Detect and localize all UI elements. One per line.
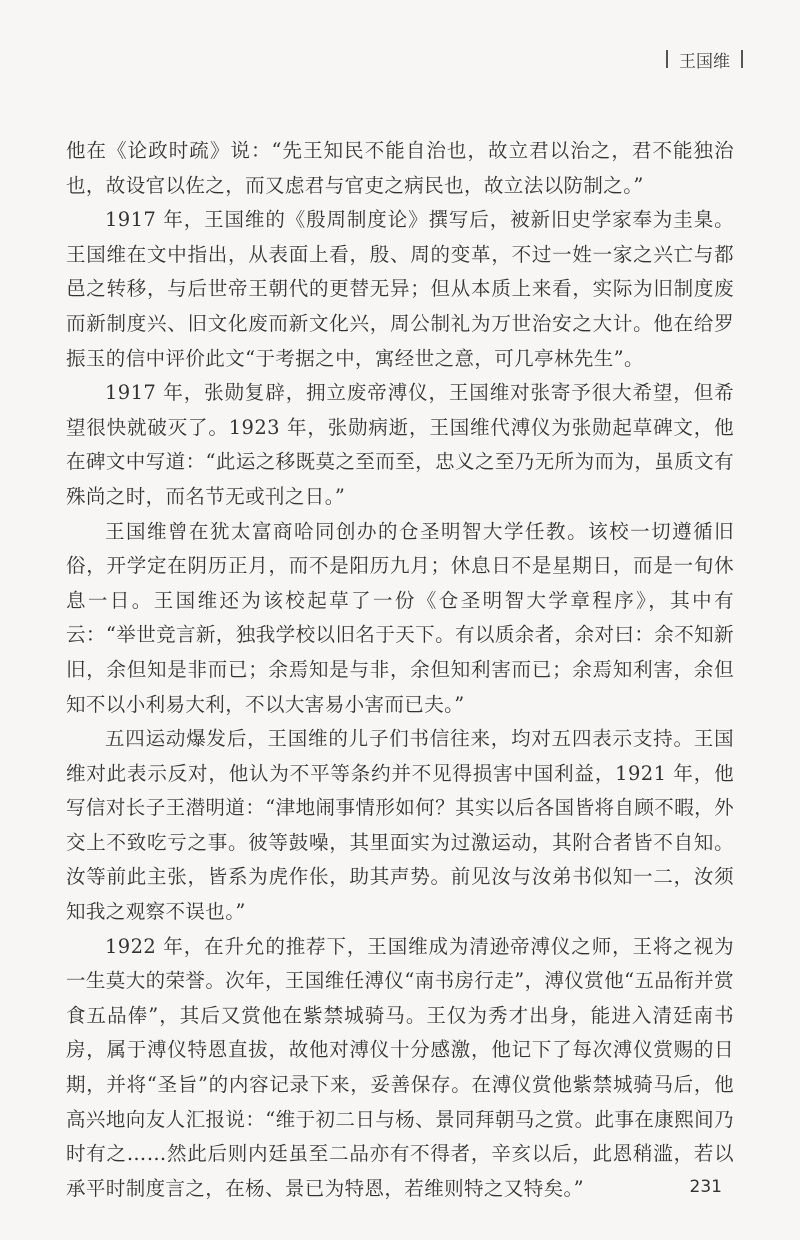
- paragraph: 1922 年，在升允的推荐下，王国维成为清逊帝溥仪之师，王将之视为一生莫大的荣誉。次年，王国维任溥仪“南书房行走”，溥仪赏他“五品衔并赏食五品俸”，其后又赏他在紫禁城骑马。王仅为秀才出身，能进入清廷南书房，属于溥仪特恩直拔，故他对溥仪十分感激，他记下了每次溥仪赏赐的日期，并将“圣旨”的内容记录下来，妥善保存。在溥仪赏他紫禁城骑马后，他高兴地向友人汇报说：“维于初二日与杨、景同拜朝马之赏。此事在康熙间乃时有之……然此后则内廷虽至二品亦有不得者，辛亥以后，此恩稍滥，若以承平时制度言之，在杨、景已为特恩，若维则特之又特矣。”: [66, 934, 734, 1200]
- header-right-rule: [741, 50, 743, 68]
- paragraph: 1917 年，张勋复辟，拥立废帝溥仪，王国维对张寄予很大希望，但希望很快就破灭了。1923 年，张勋病逝，王国维代溥仪为张勋起草碑文，他在碑文中写道：“此运之移既莫之至而至，忠义之至乃无所为而为，虽质文有殊尚之时，而名节无或刊之日。”: [66, 381, 734, 508]
- paragraph: 1917 年，王国维的《殷周制度论》撰写后，被新旧史学家奉为圭臬。王国维在文中指出，从表面上看，殷、周的变革，不过一姓一家之兴亡与都邑之转移，与后世帝王朝代的更替无异；但从本质上来看，实际为旧制度废而新制度兴、旧文化废而新文化兴，周公制礼为万世治安之大计。他在给罗振玉的信中评价此文“于考据之中，寓经世之意，可几亭林先生”。: [66, 208, 734, 370]
- paragraph-continued: 他在《论政时疏》说：“先王知民不能自治也，故立君以治之，君不能独治也，故设官以佐之，而又虑君与官吏之病民也，故立法以防制之。”: [66, 139, 734, 197]
- page-number: 231: [689, 1177, 722, 1197]
- header-left-rule: [666, 50, 668, 68]
- paragraph: 王国维曾在犹太富商哈同创办的仓圣明智大学任教。该校一切遵循旧俗，开学定在阴历正月，而不是阳历九月；休息日不是星期日，而是一旬休息一日。王国维还为该校起草了一份《仓圣明智大学章程序》，其中有云：“举世竞言新，独我学校以旧名于天下。有以质余者，余对曰：余不知新旧，余但知是非而已；余焉知是与非，余但知利害而已；余焉知利害，余但知不以小利易大利，不以大害易小害而已夫。”: [66, 519, 734, 716]
- running-header: [655, 44, 754, 74]
- header-title: 王国维: [679, 51, 730, 72]
- body-text: [66, 134, 734, 1206]
- paragraph: 五四运动爆发后，王国维的儿子们书信往来，均对五四表示支持。王国维对此表示反对，他认为不平等条约并不见得损害中国利益，1921 年，他写信对长子王潜明道：“津地闹事情形如何？其实以后各国皆将自顾不暇，外交上不致吃亏之事。彼等鼓噪，其里面实为过激运动，其附合者皆不自知。汝等前此主张，皆系为虎作伥，助其声势。前见汝与汝弟书似知一二，汝须知我之观察不误也。”: [66, 727, 734, 924]
